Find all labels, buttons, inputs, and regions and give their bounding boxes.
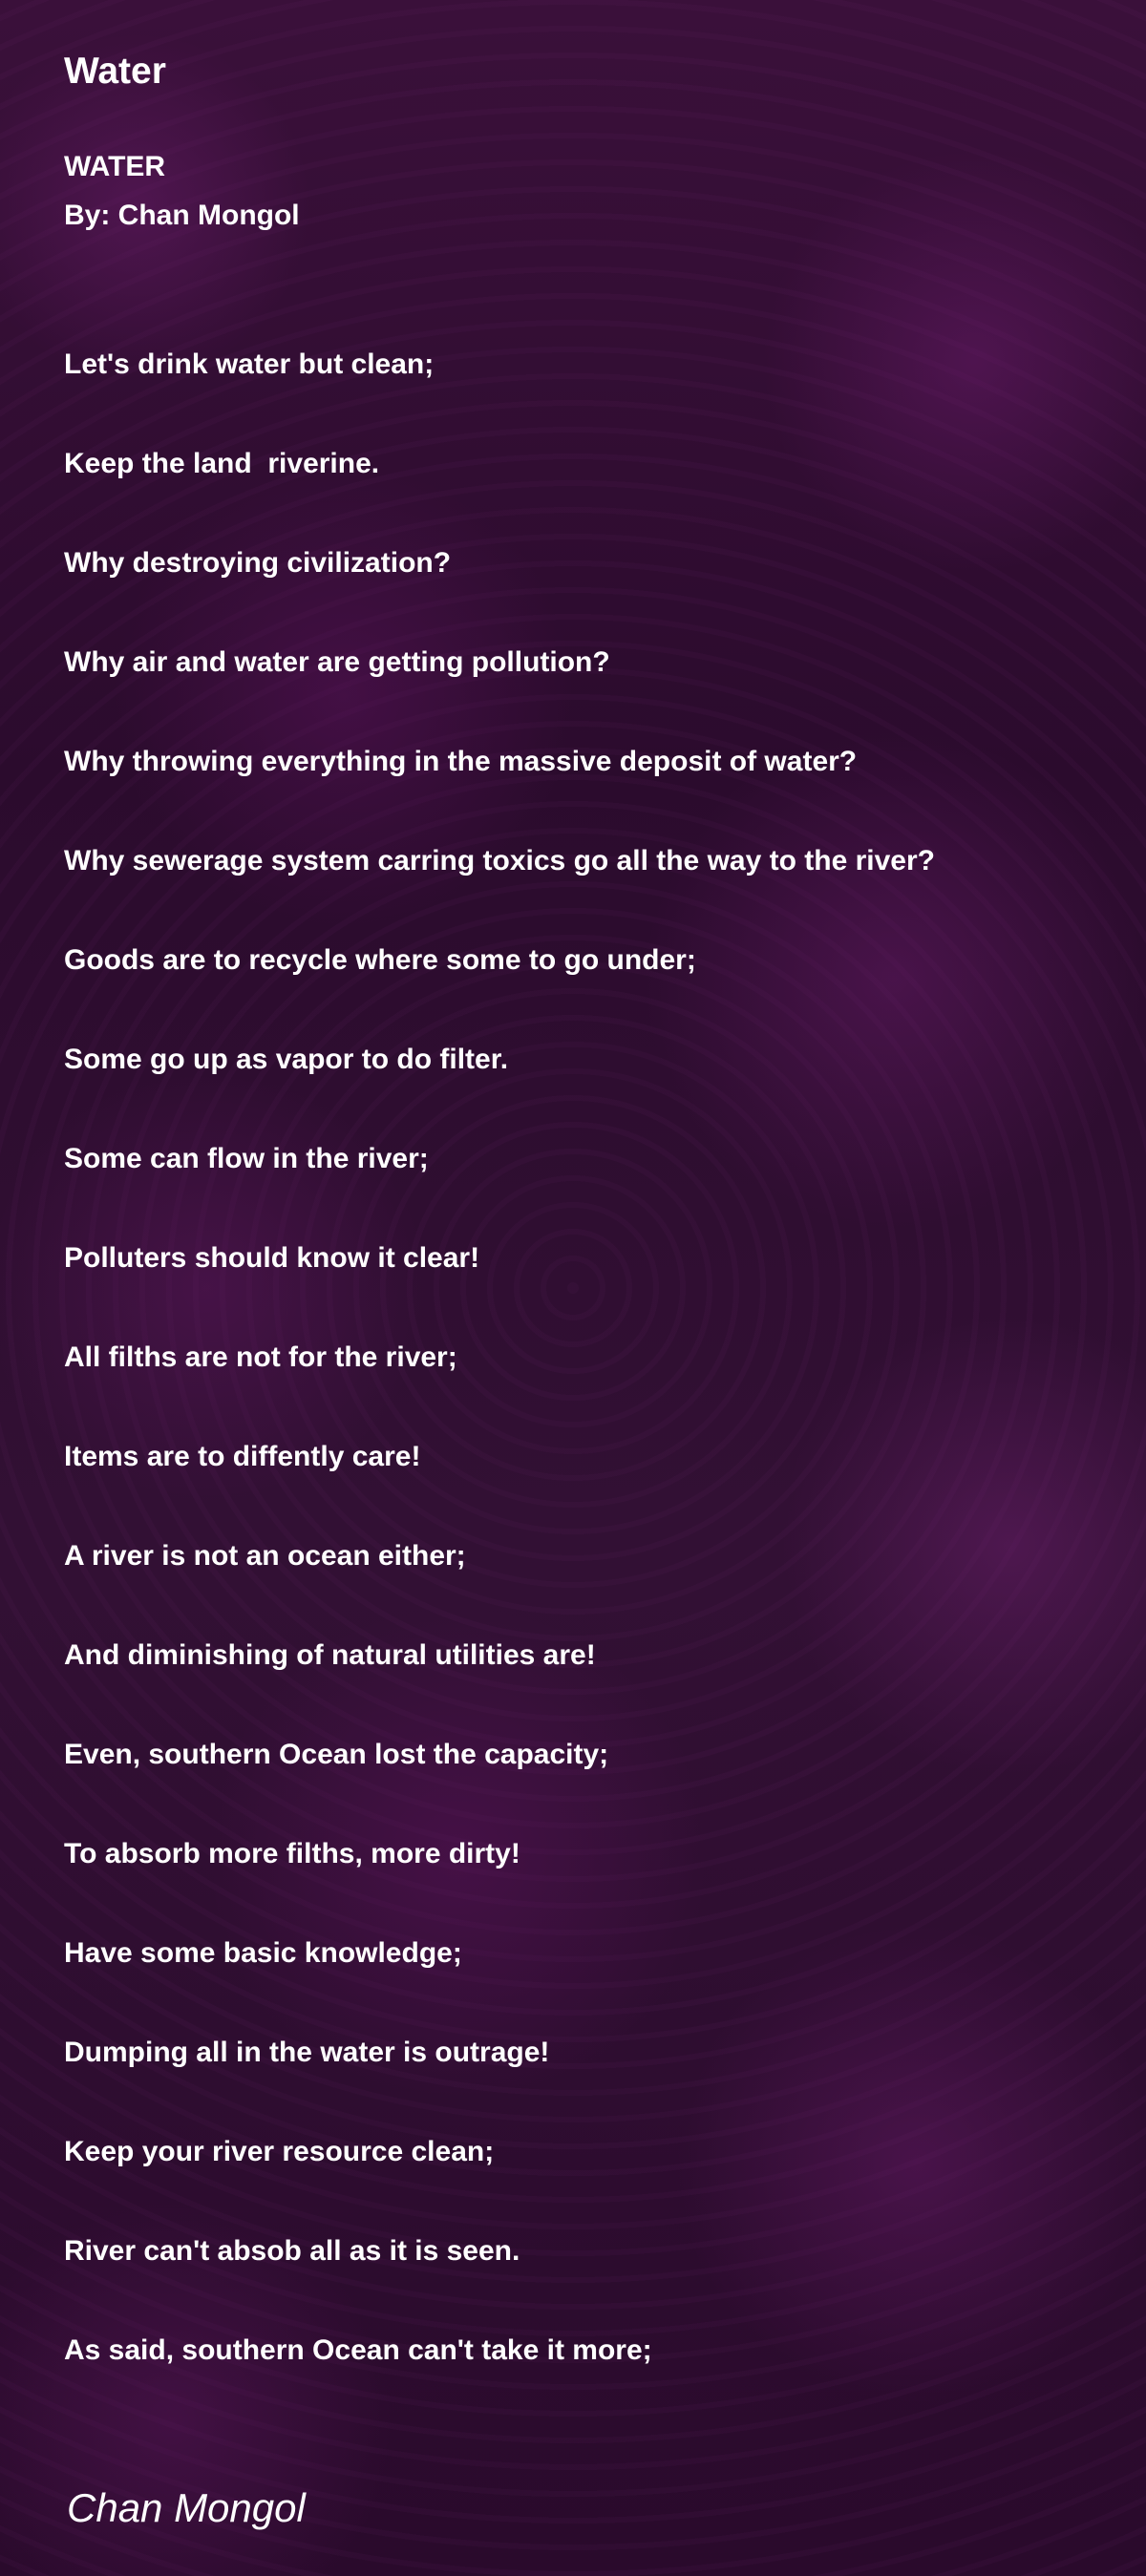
poem-line: Dumping all in the water is outrage! xyxy=(64,2037,550,2068)
poem-line: Even, southern Ocean lost the capacity; xyxy=(64,1739,609,1770)
poem-line: Why destroying civilization? xyxy=(64,547,452,579)
poem-line: Let's drink water but clean; xyxy=(64,348,435,380)
poem-title: Water xyxy=(64,51,166,92)
poem-line: Why throwing everything in the massive deposit of water? xyxy=(64,746,858,777)
poem-byline: By: Chan Mongol xyxy=(64,200,300,231)
poem-line: Keep the land riverine. xyxy=(64,448,380,479)
poem-line: Some can flow in the river; xyxy=(64,1143,429,1174)
poem-body xyxy=(64,348,935,2433)
poem-line: All filths are not for the river; xyxy=(64,1341,457,1373)
poem-line: As said, southern Ocean can't take it more; xyxy=(64,2334,652,2366)
author-signature: Chan Mongol xyxy=(67,2485,306,2530)
poem-line: Why sewerage system carring toxics go all the way to the river? xyxy=(64,845,935,876)
poem-heading: WATER xyxy=(64,151,166,182)
poem-line: Polluters should know it clear! xyxy=(64,1242,480,1274)
poem-line: To absorb more filths, more dirty! xyxy=(64,1838,520,1869)
poem-line: Keep your river resource clean; xyxy=(64,2136,495,2167)
poem-line: Why air and water are getting pollution? xyxy=(64,646,610,678)
poem-line: And diminishing of natural utilities are! xyxy=(64,1639,596,1671)
poem-line: Items are to diffently care! xyxy=(64,1441,421,1472)
poem-line: Goods are to recycle where some to go under; xyxy=(64,944,696,976)
poem-line: Some go up as vapor to do filter. xyxy=(64,1044,509,1075)
poem-line: A river is not an ocean either; xyxy=(64,1540,466,1572)
poem-line: River can't absob all as it is seen. xyxy=(64,2235,520,2267)
poem-line: Have some basic knowledge; xyxy=(64,1937,462,1969)
